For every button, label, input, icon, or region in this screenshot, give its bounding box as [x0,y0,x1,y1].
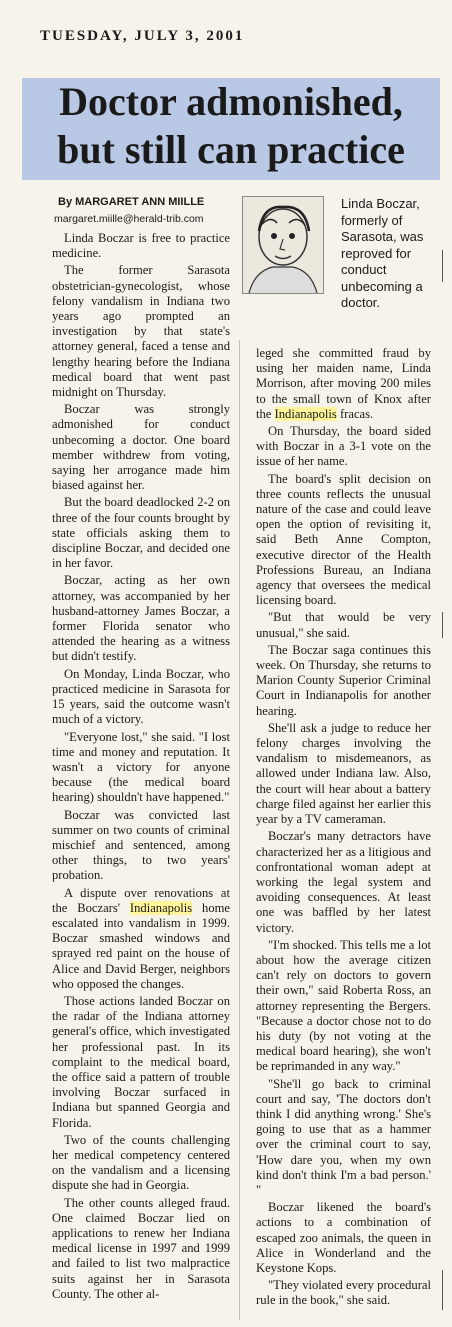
paragraph: The other counts alleged fraud. One claimed Boczar lied on applications to renew her Indiana medical license in 1997 and 1999 and failed to list two malpractice suits against her in Sarasota County. The other al- [52,1195,230,1301]
text-run: leged she committed fraud by using her maiden name, Linda Morrison, after moving 200 miles to the small town of Knox after the [256,346,431,421]
paragraph: Those actions landed Boczar on the radar of the Indiana attorney general's office, which investigated her professional past. In its complaint to the medical board, the office said a pattern of trouble involving Boczar surfaced in Indiana but spanned Georgia and Florida. [52,993,230,1130]
highlighted-term: Indianapolis [274,406,337,421]
dateline: TUESDAY, JULY 3, 2001 [40,28,245,44]
margin-mark [442,250,443,282]
paragraph: "I'm shocked. This tells me a lot about how the average citizen can't rely on doctors to govern their own," said Roberta Ross, an attorney representing the Bergers. "Because a doctor chose not to do his duty (by not voting at the medical board hearing), she won't be reprimanded in any way." [256,937,431,1074]
portrait-photo [242,196,324,294]
paragraph: Boczar was strongly admonished for conduct unbecoming a doctor. One board member withdrew from voting, saying her arrogance made him biased against her. [52,402,230,493]
paragraph: She'll ask a judge to reduce her felony charges involving the vandalism to misdemeanors, as allowed under Indiana law. Also, the court will hear about a battery charge filed against her earlier this year by a TV cameraman. [256,720,431,827]
paragraph: Boczar, acting as her own attorney, was accompanied by her husband-attorney James Boczar, a former Florida senator who attended the hearing as a witness but didn't testify. [52,573,230,664]
paragraph: The Boczar saga continues this week. On Thursday, she returns to Marion County Superior Criminal Court in Indianapolis for another hearing. [256,642,431,718]
text-run: fracas. [339,406,374,421]
portrait-sketch-icon [243,197,323,293]
paragraph: Linda Boczar is free to practice medicine. [52,231,230,261]
paragraph [256,346,431,422]
margin-mark [442,612,443,638]
paragraph: "She'll go back to criminal court and say, 'The doctors don't think I did anything wrong.' She's going to use that as a hammer over the criminal court to say, 'How dare you, when my own kind don't think I'm a bad person.' " [256,1076,431,1197]
paragraph: "But that would be very unusual," she said. [256,610,431,640]
text-run: home escalated into vandalism in 1999. Boczar smashed windows and sprayed red paint on the house of Alice and David Berger, neighbors who opposed the changes. [52,900,230,991]
text-run: A dispute over renovations at the Boczars' [52,885,230,915]
author-email: margaret.miille@herald-trib.com [54,213,204,225]
paragraph: Boczar's many detractors have characterized her as a litigious and confrontational woman adept at working the legal system and avoiding consequences. At least one was baffled by her latest victory. [256,829,431,935]
margin-mark [442,1270,443,1310]
byline: By MARGARET ANN MIILLE [58,196,205,208]
paragraph: "Everyone lost," she said. "I lost time and money and reputation. It wasn't a victory for anyone because (the medical board hearing) shouldn't have happened." [52,729,230,805]
photo-caption: Linda Boczar, formerly of Sarasota, was reproved for conduct unbecoming a doctor. [341,196,424,310]
article-column-1 [52,231,230,1304]
paragraph: On Thursday, the board sided with Boczar in a 3-1 vote on the issue of her name. [256,424,431,469]
headline-line-1: Doctor admonished, [59,79,403,124]
paragraph: Two of the counts challenging her medical competency centered on the vandalism and a licensing dispute she had in Georgia. [52,1132,230,1193]
headline [22,78,440,174]
paragraph: The board's split decision on three counts reflects the unusual nature of the case and could leave open the option of revisiting it, said Beth Anne Compton, executive director of the Health Professions Bureau, an Indiana agency that oversees the medical licensing board. [256,471,431,608]
article-column-2 [256,346,431,1311]
paragraph: The former Sarasota obstetrician-gynecologist, whose felony vandalism in Indiana two years ago prompted an investigation by that state's attorney general, faced a tense and lengthy hearing before the Indiana medical board that went past midnight on Thursday. [52,263,230,400]
paragraph: Boczar likened the board's actions to a combination of escaped zoo animals, the queen in Alice in Wonderland and the Keystone Kops. [256,1200,431,1275]
paragraph [52,886,230,992]
headline-line-2: but still can practice [57,127,405,172]
paragraph: "They violated every procedural rule in the book," she said. [256,1278,431,1308]
column-divider [239,340,240,1320]
highlighted-term: Indianapolis [129,900,193,915]
paragraph: Boczar was convicted last summer on two counts of criminal mischief and sentenced, among other things, to two years' probation. [52,807,230,883]
paragraph: On Monday, Linda Boczar, who practiced medicine in Sarasota for 15 years, said the outcome wasn't much of a victory. [52,666,230,727]
paragraph: But the board deadlocked 2-2 on three of the four counts brought by state officials asking them to discipline Boczar, and decided one in her favor. [52,495,230,571]
